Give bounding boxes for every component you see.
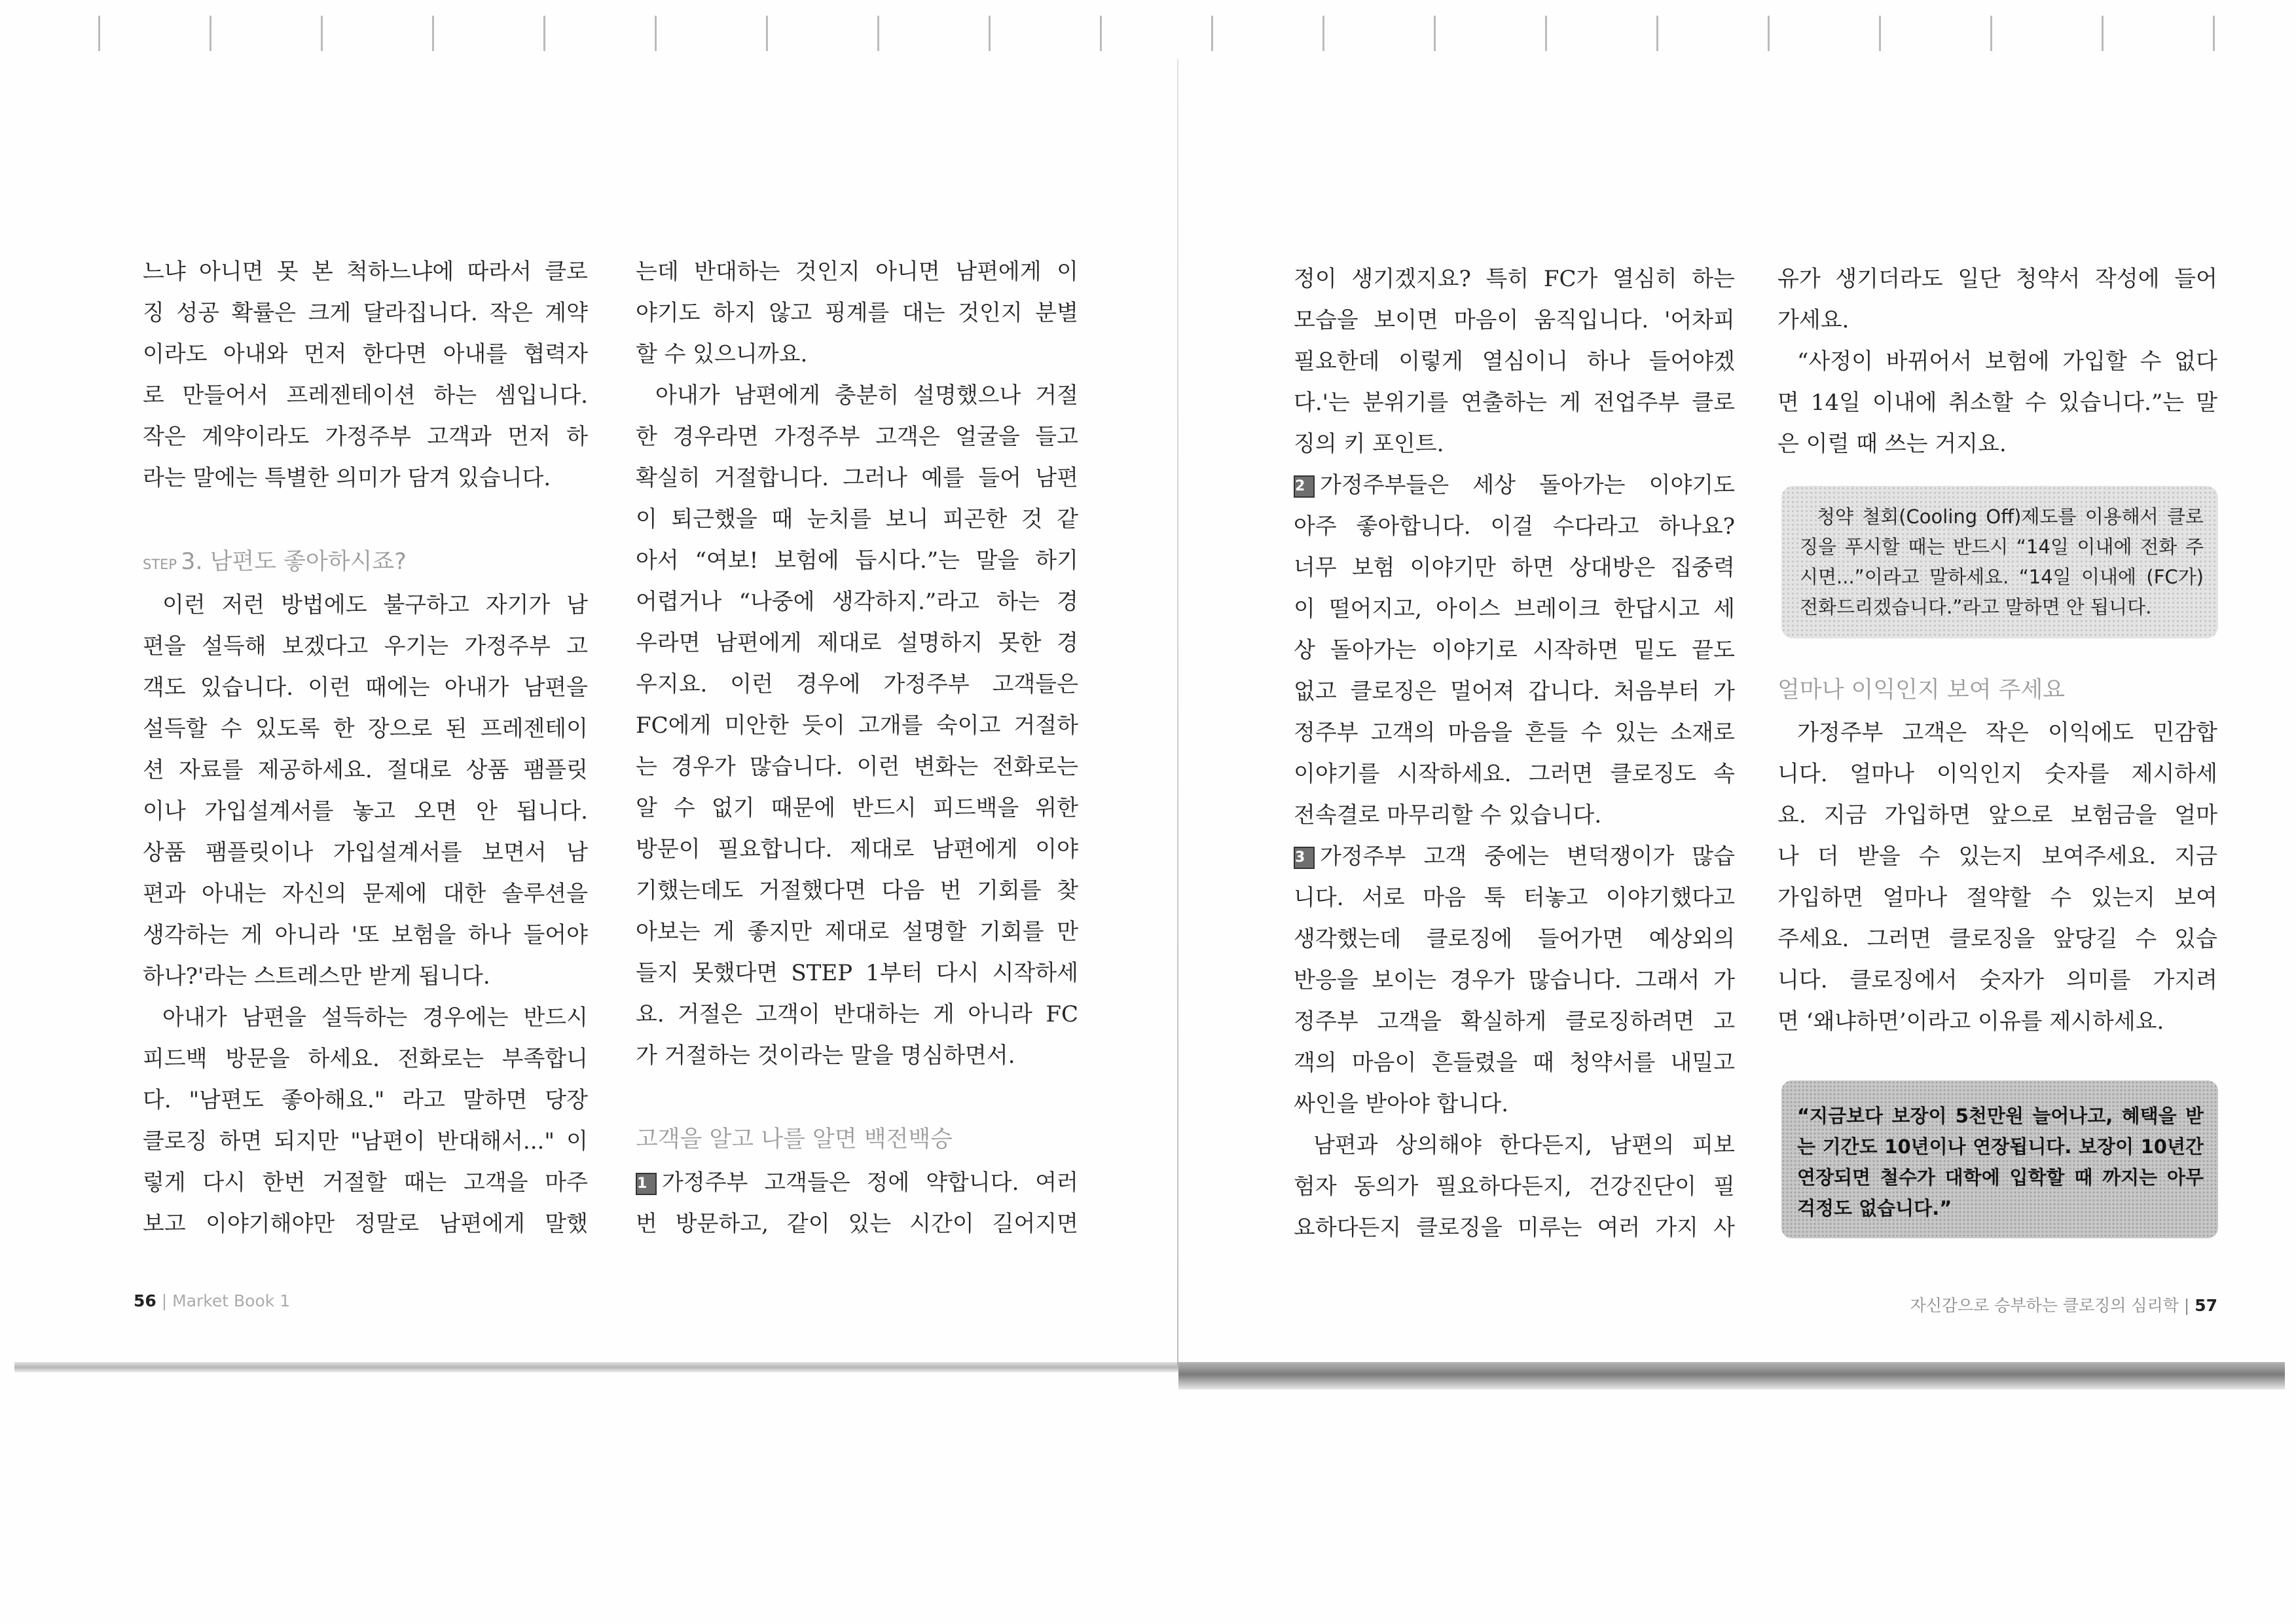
book-title: Market Book 1 [172,1291,291,1310]
text-line: 정주부 고객을 확실하게 클로징하려면 고 [1294,1008,1735,1035]
item-number-badge: 1 [636,1173,657,1195]
text-line: 상 돌아가는 이야기로 시작하면 밑도 끝도 [1294,637,1735,663]
box-text-line: 는 기간도 10년이나 연장됩니다. 보장이 10년간 [1797,1135,2204,1158]
text-line: 우라면 남편에게 제대로 설명하지 못한 경 [636,630,1078,656]
text-line: 렇게 다시 한번 거절할 때는 고객을 마주 [143,1170,588,1196]
text-line: 가세요. [1777,307,1850,333]
text-line: 션 자료를 제공하세요. 절대로 상품 팸플릿 [143,757,588,783]
text-line: 은 이럴 때 쓰는 거지요. [1777,431,2007,457]
text-line: 할 수 있으니까요. [636,341,808,367]
text-line: 주세요. 그러면 클로징을 앞당길 수 있습 [1777,926,2217,952]
text-line: 이런 저런 방법에도 불구하고 자기가 남 [162,592,588,618]
text-line: 편을 설득해 보겠다고 우기는 가정주부 고 [143,633,588,659]
text-line: 너무 보험 이야기만 하면 상대방은 집중력 [1294,555,1735,581]
gutter-fold-line [1177,59,1178,1365]
text-line: 반응을 보이는 경우가 많습니다. 그래서 가 [1294,967,1735,993]
scan-binding-marks [98,16,2226,51]
text-line: 이야기를 시작하세요. 그러면 클로징도 속 [1294,761,1735,787]
text-line: 다. "남편도 좋아해요." 라고 말하면 당장 [143,1087,588,1113]
text-line: 징의 키 포인트. [1294,431,1444,457]
text-line: 로 만들어서 프레젠테이션 하는 셈입니다. [143,382,588,409]
text-line: 전속결로 마무리할 수 있습니다. [1294,802,1602,828]
text-line: 정주부 고객의 마음을 흔들 수 있는 소재로 [1294,720,1735,746]
text-line: 니다. 얼마나 이익인지 숫자를 제시하세 [1777,761,2217,787]
numbered-paragraph [1294,465,1735,836]
text-line: 요하다든지 클로징을 미루는 여러 가지 사 [1294,1215,1735,1241]
text-line: 객도 있습니다. 이런 때에는 아내가 남편을 [143,674,588,701]
text-line [1294,836,1735,877]
text-line: 들지 못했다면 STEP 1부터 다시 시작하세 [636,960,1078,986]
tip-box [1781,486,2218,638]
text-line: 요. 거절은 고객이 반대하는 게 아니라 FC [636,1001,1078,1027]
text-line: 가입하면 얼마나 절약할 수 있는지 보여 [1777,885,2217,911]
text-line: 방문이 필요합니다. 제대로 남편에게 이야 [636,836,1078,862]
text-line: 상품 팸플릿이나 가입설계서를 보면서 남 [143,840,588,866]
text-line: 하나?'라는 스트레스만 받게 됩니다. [143,963,490,989]
page-number: 56 [134,1291,156,1310]
text-line: 알 수 없기 때문에 반드시 피드백을 위한 [636,795,1078,821]
paragraph [1777,259,2217,341]
text-line: 유가 생기더라도 일단 청약서 작성에 들어 [1777,266,2217,292]
text-line: 한 경우라면 가정주부 고객은 얼굴을 들고 [636,424,1078,450]
item-number-badge: 3 [1294,847,1315,869]
right-page-column-2 [1777,259,2217,1238]
text-line: 아주 좋아합니다. 이걸 수다라고 하나요? [1294,513,1735,540]
text-line: 니다. 서로 마음 툭 터놓고 이야기했다고 [1294,885,1735,911]
section-heading-text: 고객을 알고 나를 알면 백전백승 [636,1126,953,1153]
text-line: 생각했는데 클로징에 들어가면 예상외의 [1294,926,1735,952]
text-line: 면 14일 이내에 취소할 수 있습니다.”는 말 [1777,390,2217,416]
text-line: 작은 계약이라도 가정주부 고객과 먼저 하 [143,424,588,450]
box-text-line: 전화드리겠습니다.”라고 말하면 안 됩니다. [1800,596,2152,618]
text-line [1294,465,1735,506]
left-page-column-1 [143,251,588,1245]
paragraph [636,375,1078,1077]
text-line: 확실히 거절합니다. 그러나 예를 들어 남편 [636,465,1078,491]
text-line: 는 경우가 많습니다. 이런 변화는 전화로는 [636,754,1078,780]
text-line: 는데 반대하는 것인지 아니면 남편에게 이 [636,259,1078,285]
example-quote-box [1781,1080,2218,1238]
text-line: 이 퇴근했을 때 눈치를 보니 피곤한 것 같 [636,506,1078,532]
text-line: 클로징 하면 되지만 "남편이 반대해서..." 이 [143,1128,588,1154]
item-number-badge: 2 [1294,475,1315,498]
box-text-line: 청약 철회(Cooling Off)제도를 이용해서 클로 [1817,506,2204,528]
text-line: 야기도 하지 않고 핑계를 대는 것인지 분별 [636,300,1078,326]
numbered-paragraph [636,1162,1078,1245]
section-heading [143,542,588,583]
scan-edge-shadow [1178,1362,2285,1390]
right-page-footer [1910,1295,2217,1317]
right-page-column-1 [1294,259,1735,1249]
text-line: 아내가 남편을 설득하는 경우에는 반드시 [162,1005,588,1031]
text-line: 이 떨어지고, 아이스 브레이크 한답시고 세 [1294,596,1735,622]
left-page-footer [134,1290,290,1312]
text-line: 이나 가입설계서를 놓고 오면 안 됩니다. [143,798,588,824]
text-line: 설득할 수 있도록 한 장으로 된 프레젠테이 [143,716,588,742]
text-line: 모습을 보이면 마음이 움직입니다. '어차피 [1294,307,1735,333]
line-text: 가정주부 고객 중에는 변덕쟁이가 많습 [1320,843,1735,870]
text-line: FC에게 미안한 듯이 고개를 숙이고 거절하 [636,712,1078,739]
text-line: 라는 말에는 특별한 의미가 담겨 있습니다. [143,465,551,491]
paragraph [143,585,588,997]
text-line: “사정이 바뀌어서 보험에 가입할 수 없다 [1797,348,2217,375]
text-line: 다.'는 분위기를 연출하는 게 전업주부 클로 [1294,390,1735,416]
text-line: 니다. 클로징에서 숫자가 의미를 가지려 [1777,967,2217,993]
text-line: 느냐 아니면 못 본 척하느냐에 따라서 클로 [143,259,588,285]
text-line: 싸인을 받아야 합니다. [1294,1091,1509,1117]
step-label: STEP [143,557,177,572]
text-line: 편과 아내는 자신의 문제에 대한 솔루션을 [143,881,588,907]
scan-edge-shadow [14,1362,1178,1373]
text-line: 필요한데 이렇게 열심이니 하나 들어야겠 [1294,348,1735,375]
footer-separator: | [2183,1296,2190,1315]
numbered-paragraph [1294,836,1735,1125]
section-heading-text: 3. 남편도 좋아하시죠? [181,549,407,575]
text-line: 없고 클로징은 멀어져 갑니다. 처음부터 가 [1294,678,1735,705]
text-line: 요. 지금 가입하면 앞으로 보험금을 얼마 [1777,802,2217,828]
page-number: 57 [2195,1296,2217,1315]
line-text: 가정주부들은 세상 돌아가는 이야기도 [1320,472,1735,498]
text-line: 징 성공 확률은 크게 달라집니다. 작은 계약 [143,300,588,326]
text-line: 우지요. 이런 경우에 가정주부 고객들은 [636,671,1078,697]
text-line: 아내가 남편에게 충분히 설명했으나 거절 [655,382,1078,409]
text-line [636,1162,1078,1204]
text-line: 남편과 상의해야 한다든지, 남편의 피보 [1313,1132,1735,1158]
text-line: 생각하는 게 아니라 '또 보험을 하나 들어야 [143,922,588,948]
text-line: 번 방문하고, 같이 있는 시간이 길어지면 [636,1211,1078,1237]
text-line: 면 ‘왜냐하면’이라고 이유를 제시하세요. [1777,1008,2164,1035]
text-line: 피드백 방문을 하세요. 전화로는 부족합니 [143,1046,588,1072]
line-text: 가정주부 고객들은 정에 약합니다. 여러 [662,1170,1078,1196]
box-text-line: 연장되면 철수가 대학에 입학할 때 까지는 아무 [1797,1166,2204,1189]
text-line: 가정주부 고객은 작은 이익에도 민감합 [1797,720,2217,746]
left-page-column-2 [636,251,1078,1245]
section-heading [1777,670,2217,711]
section-heading [636,1119,1078,1160]
paragraph [1777,341,2217,465]
box-text-line: 징을 푸시할 때는 반드시 “14일 이내에 전화 주 [1800,536,2204,558]
running-title: 자신감으로 승부하는 클로징의 심리학 [1910,1296,2179,1315]
text-line: 기했는데도 거절했다면 다음 번 기회를 찾 [636,877,1078,904]
text-line: 가 거절하는 것이라는 말을 명심하면서. [636,1043,1015,1069]
text-line: 어렵거나 “나중에 생각하지.”라고 하는 경 [636,589,1078,615]
box-text-line: 시면...”이라고 말하세요. “14일 이내에 (FC가) [1800,566,2204,588]
text-line: 나 더 받을 수 있는지 보여주세요. 지금 [1777,843,2217,870]
section-heading-text: 얼마나 이익인지 보여 주세요 [1777,677,2066,703]
box-text-line: 걱정도 없습니다.” [1797,1197,1952,1219]
box-text-line: “지금보다 보장이 5천만원 늘어나고, 혜택을 받 [1797,1105,2204,1127]
paragraph [1777,712,2217,1043]
text-line: 객의 마음이 흔들렸을 때 청약서를 내밀고 [1294,1050,1735,1076]
paragraph [1294,259,1735,465]
text-line: 정이 생기겠지요? 특히 FC가 열심히 하는 [1294,266,1735,292]
paragraph [143,997,588,1245]
text-line: 아보는 게 좋지만 제대로 설명할 기회를 만 [636,919,1078,945]
text-line: 아서 “여보! 보험에 듭시다.”는 말을 하기 [636,547,1078,574]
text-line: 보고 이야기해야만 정말로 남편에게 말했 [143,1211,588,1237]
footer-separator: | [161,1291,168,1310]
paragraph [1294,1125,1735,1249]
text-line: 험자 동의가 필요하다든지, 건강진단이 필 [1294,1173,1735,1200]
text-line: 이라도 아내와 먼저 한다면 아내를 협력자 [143,341,588,367]
paragraph [143,251,588,499]
paragraph [636,251,1078,375]
